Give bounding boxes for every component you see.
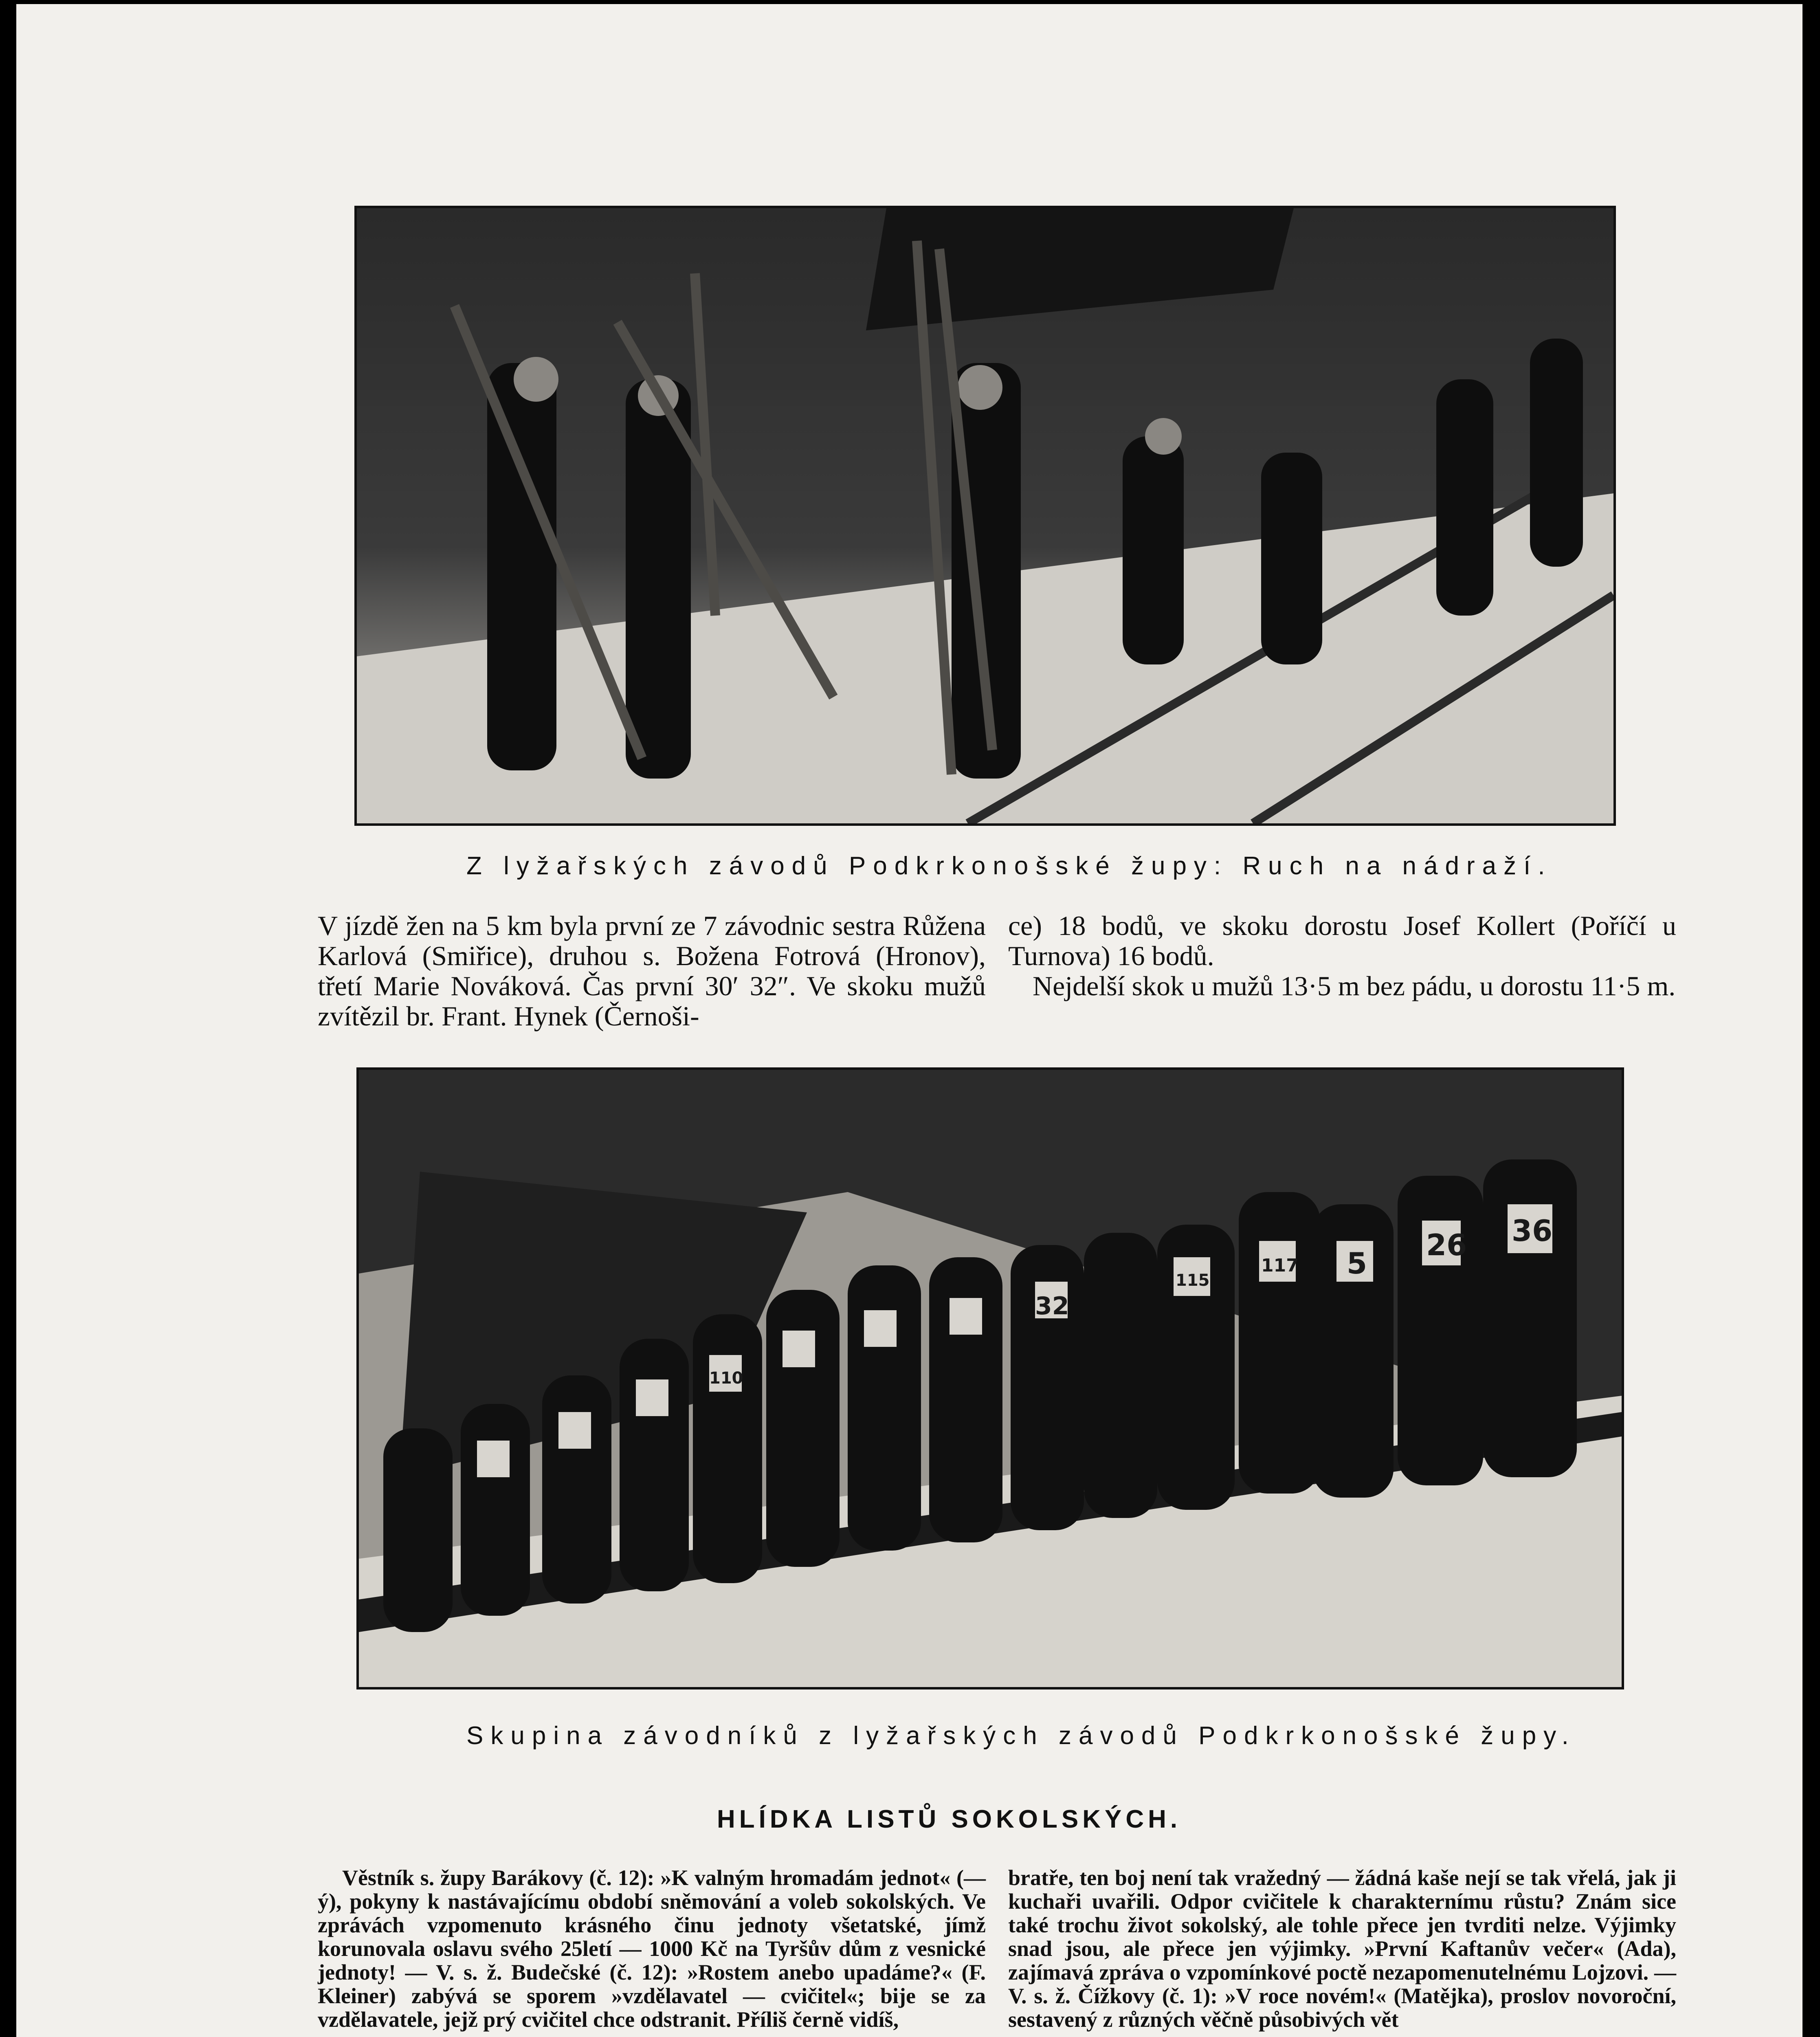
bib-number: 115 — [1176, 1271, 1210, 1290]
review-paragraph: bratře, ten boj není tak vražedný — žádná kaše nejí se tak vřelá, jak ji kuchaři uvařili. Odpor cvičitele k charakternímu růstu? Znám sice také trochu život sokolský, ale tohle přece jen tvrditi nelze. Výjimky snad jsou, ale přece jen výjimky. »První Kaftanův večer« (Ada), zajímavá zpráva o vzpomínkové poctě nezapomenutelnému Lojzovi. — V. s. ž. Čížkovy (č. 1): »V roce novém!« (Matějka), proslov novoroční, sestavený z různých věčně působivých vět — [1008, 1865, 1676, 2032]
review-paragraph: Věstník s. župy Barákovy (č. 12): »K valným hromadám jednot« (—ý), pokyny k nastávajícímu období sněmování a voleb sokolských. Ve zprávách vzpomenuto krásného činu jednoty všetatské, jímž korunovala oslavu svého 25letí — 1000 Kč na Tyršův dům z vesnické jednoty! — V. s. ž. Budečské (č. 12): »Rostem anebo upadáme?« (F. Kleiner) zabývá se sporem »vzdělavatel — cvičitel«; bije se za vzdělavatele, jejž prý cvičitel chce odstranit. Příliš černě vidíš, — [318, 1865, 986, 2032]
bib-number: 36 — [1512, 1214, 1553, 1248]
photo-skier-group-image — [359, 1070, 1622, 1687]
page — [16, 4, 1802, 2037]
section-title: HLÍDKA LISTŮ SOKOLSKÝCH. — [717, 1805, 1182, 1833]
bib-number: 26 — [1426, 1228, 1467, 1262]
article-paragraph: Nejdelší skok u mužů 13·5 m bez pádu, u dorostu 11·5 m. — [1033, 970, 1676, 1001]
review-column-left — [318, 1866, 986, 2031]
bib-number: 5 — [1347, 1246, 1367, 1280]
photo-railway-station-caption: Z lyžařských závodů Podkrkonošské župy: Ruch na nádraží. — [466, 852, 1552, 880]
article-column-left — [318, 911, 986, 1031]
article-paragraph: ce) 18 bodů, ve skoku dorostu Josef Kollert (Poříčí u Turnova) 16 bodů. — [1008, 910, 1676, 971]
bib-number: 117 — [1261, 1255, 1299, 1276]
photo-skier-group-caption: Skupina závodníků z lyžařských závodů Podkrkonošské župy. — [466, 1722, 1576, 1750]
article-paragraph: V jízdě žen na 5 km byla první ze 7 závodnic sestra Růžena Karlová (Smiřice), druhou s. Božena Fotrová (Hronov), třetí Marie Nováková. Čas první 30′ 32″. Ve skoku mužů zvítězil br. Frant. Hynek (Černoši- — [318, 910, 986, 1032]
article-column-right — [1008, 911, 1676, 1001]
photo-railway-station — [354, 206, 1616, 826]
review-column-right — [1008, 1866, 1676, 2031]
photo-railway-station-image — [357, 208, 1613, 823]
bib-number: 110 — [709, 1369, 743, 1388]
photo-skier-group — [356, 1067, 1624, 1689]
bib-number: 32 — [1035, 1292, 1069, 1320]
